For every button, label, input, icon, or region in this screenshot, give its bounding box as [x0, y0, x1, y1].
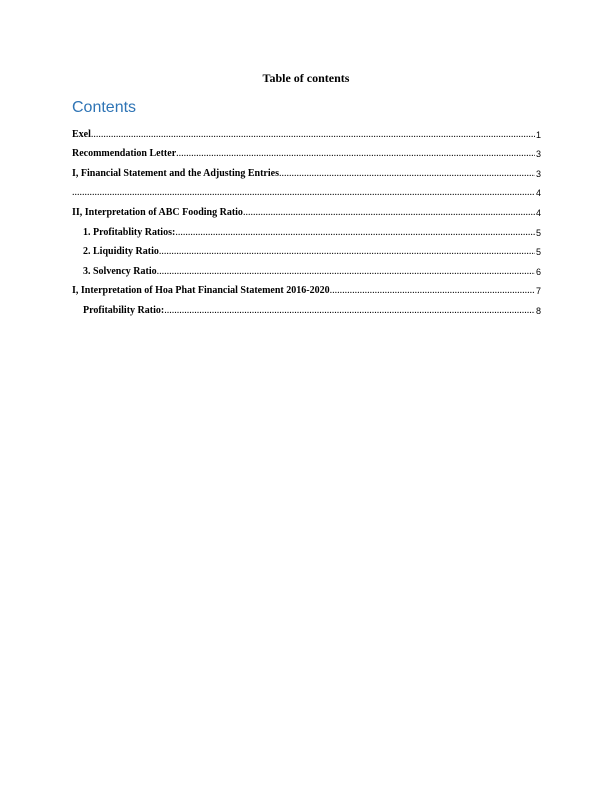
toc-page-number[interactable]: 4: [535, 188, 541, 199]
contents-heading: Contents: [72, 99, 137, 116]
toc-entry-liquidity-ratio[interactable]: [72, 239, 541, 259]
toc-dot-leader: [176, 148, 535, 160]
toc-dot-leader: [157, 266, 535, 278]
toc-entry-financial-statement[interactable]: [72, 160, 541, 180]
toc-dot-leader: [243, 207, 535, 219]
toc-page-number[interactable]: 7: [535, 286, 541, 297]
toc-entry-profitability-ratios[interactable]: [72, 219, 541, 239]
toc-entry-title[interactable]: Recommendation Letter: [72, 148, 177, 160]
toc-page-number[interactable]: 3: [535, 149, 541, 160]
toc-page-number[interactable]: 5: [535, 227, 541, 238]
toc-page-number[interactable]: 1: [535, 129, 541, 140]
toc-entry-title[interactable]: Profitability Ratio:: [83, 304, 165, 316]
toc-page-number[interactable]: 3: [535, 168, 541, 179]
toc-entry-title[interactable]: 1. Profitablity Ratios:: [83, 226, 176, 238]
table-of-contents: [72, 121, 541, 317]
toc-entry-recommendation-letter[interactable]: [72, 141, 541, 161]
toc-page-number[interactable]: 4: [535, 207, 541, 218]
toc-dot-leader: [91, 129, 535, 141]
toc-entry-title[interactable]: I, Financial Statement and the Adjusting Entries: [72, 167, 279, 179]
toc-entry-solvency-ratio[interactable]: [72, 258, 541, 278]
toc-dot-leader: [175, 227, 535, 239]
toc-dot-leader: [164, 305, 535, 317]
toc-page-number[interactable]: 8: [535, 305, 541, 316]
toc-entry-exel[interactable]: [72, 121, 541, 141]
toc-entry-title[interactable]: I, Interpretation of Hoa Phat Financial Statement 2016-2020: [72, 285, 330, 297]
toc-dot-leader: [279, 168, 535, 180]
toc-entry-abc-fooding-ratio[interactable]: [72, 199, 541, 219]
toc-page-number[interactable]: 5: [535, 247, 541, 258]
toc-entry-untitled[interactable]: [72, 180, 541, 200]
toc-entry-title[interactable]: 2. Liquidity Ratio: [83, 246, 159, 258]
toc-page-number[interactable]: 6: [535, 266, 541, 277]
toc-entry-title[interactable]: Exel: [72, 128, 91, 140]
toc-dot-leader: [72, 187, 535, 199]
page-title: Table of contents: [262, 71, 350, 85]
toc-dot-leader: [330, 285, 535, 297]
toc-entry-title[interactable]: 3. Solvency Ratio: [83, 265, 157, 277]
toc-entry-title[interactable]: II, Interpretation of ABC Fooding Ratio: [72, 206, 243, 218]
toc-dot-leader: [159, 246, 535, 258]
toc-entry-hoa-phat-statement[interactable]: [72, 278, 541, 298]
toc-entry-profitability-ratio[interactable]: [72, 297, 541, 317]
